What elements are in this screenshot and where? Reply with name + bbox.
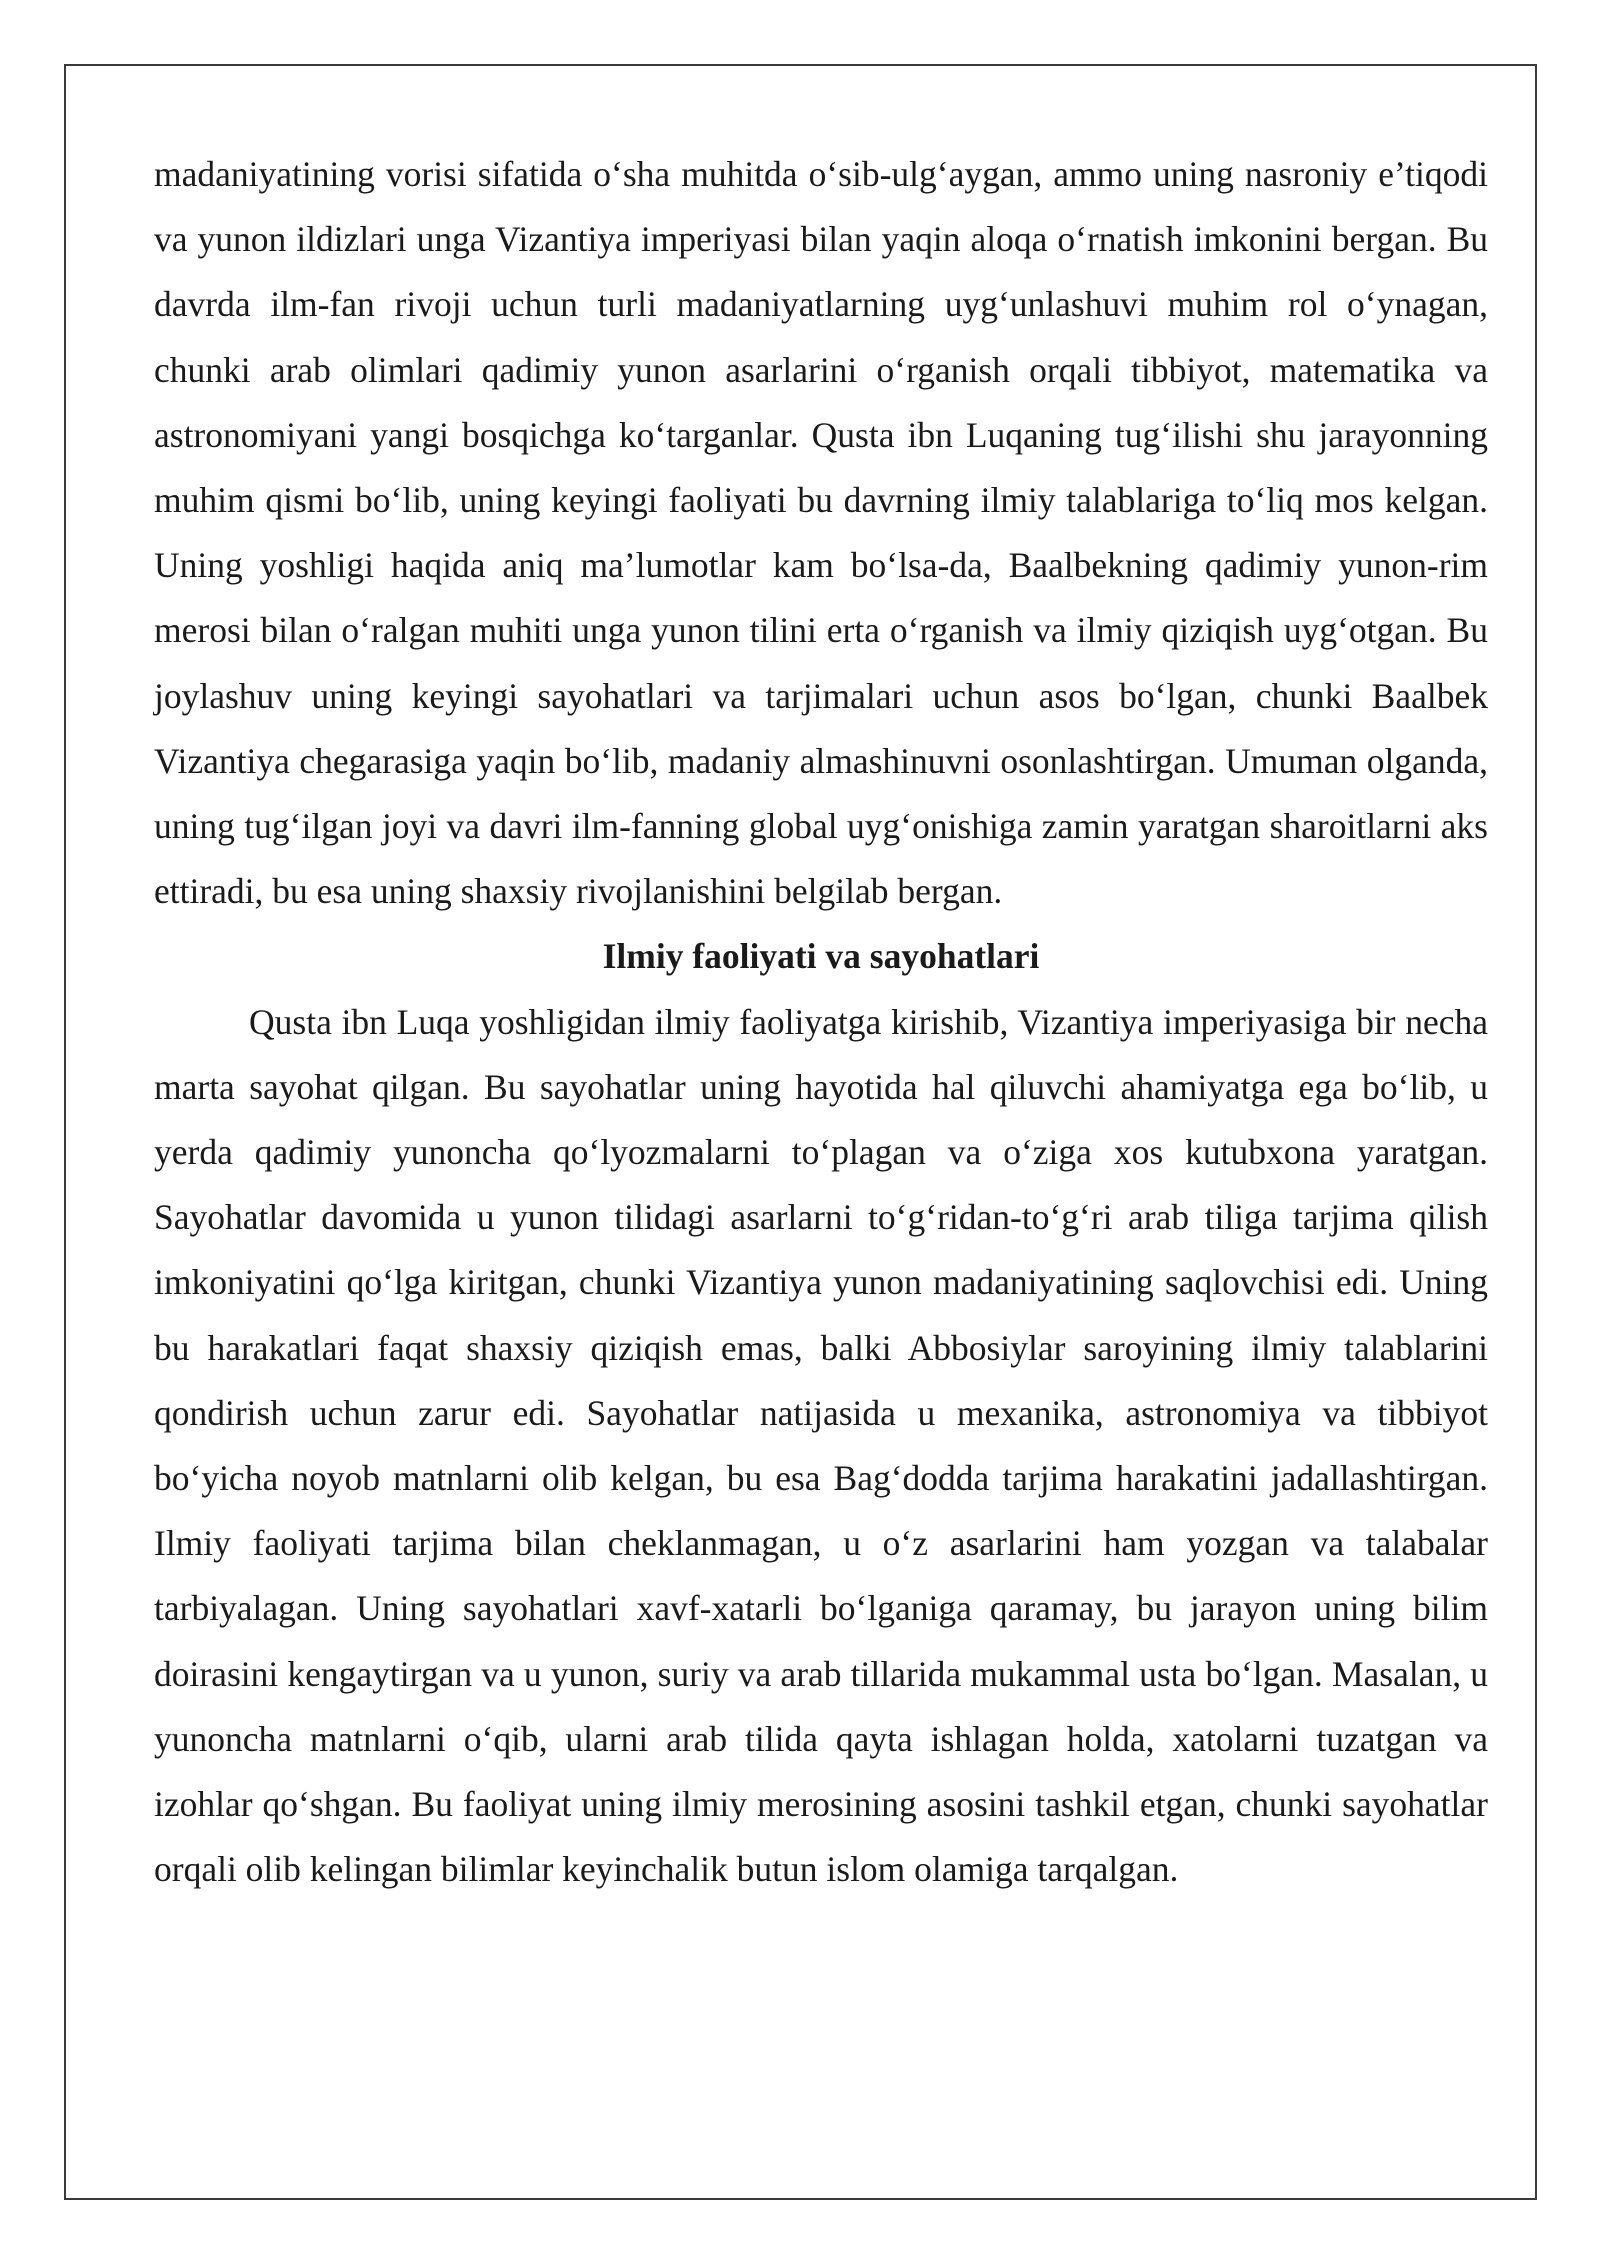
document-body	[154, 142, 1488, 1902]
paragraph-continuation: madaniyatining vorisi sifatida o‘sha muhitda o‘sib-ulg‘aygan, ammo uning nasroniy e’tiqodi va yunon ildizlari unga Vizantiya imperiyasi bilan yaqin aloqa o‘rnatish imkonini bergan. Bu davrda ilm-fan rivoji uchun turli madaniyatlarning uyg‘unlashuvi muhim rol o‘ynagan, chunki arab olimlari qadimiy yunon asarlarini o‘rganish orqali tibbiyot, matematika va astronomiyani yangi bosqichga ko‘targanlar. Qusta ibn Luqaning tug‘ilishi shu jarayonning muhim qismi bo‘lib, uning keyingi faoliyati bu davrning ilmiy talablariga to‘liq mos kelgan. Uning yoshligi haqida aniq ma’lumotlar kam bo‘lsa-da, Baalbekning qadimiy yunon-rim merosi bilan o‘ralgan muhiti unga yunon tilini erta o‘rganish va ilmiy qiziqish uyg‘otgan. Bu joylashuv uning keyingi sayohatlari va tarjimalari uchun asos bo‘lgan, chunki Baalbek Vizantiya chegarasiga yaqin bo‘lib, madaniy almashinuvni osonlashtirgan. Umuman olganda, uning tug‘ilgan joyi va davri ilm-fanning global uyg‘onishiga zamin yaratgan sharoitlarni aks ettiradi, bu esa uning shaxsiy rivojlanishini belgilab bergan.	[154, 154, 1488, 912]
section-paragraph: Qusta ibn Luqa yoshligidan ilmiy faoliyatga kirishib, Vizantiya imperiyasiga bir necha marta sayohat qilgan. Bu sayohatlar uning hayotida hal qiluvchi ahamiyatga ega bo‘lib, u yerda qadimiy yunoncha qo‘lyozmalarni to‘plagan va o‘ziga xos kutubxona yaratgan. Sayohatlar davomida u yunon tilidagi asarlarni to‘g‘ridan-to‘g‘ri arab tiliga tarjima qilish imkoniyatini qo‘lga kiritgan, chunki Vizantiya yunon madaniyatining saqlovchisi edi. Uning bu harakatlari faqat shaxsiy qiziqish emas, balki Abbosiylar saroyining ilmiy talablarini qondirish uchun zarur edi. Sayohatlar natijasida u mexanika, astronomiya va tibbiyot bo‘yicha noyob matnlarni olib kelgan, bu esa Bag‘dodda tarjima harakatini jadallashtirgan. Ilmiy faoliyati tarjima bilan cheklanmagan, u o‘z asarlarini ham yozgan va talabalar tarbiyalagan. Uning sayohatlari xavf-xatarli bo‘lganiga qaramay, bu jarayon uning bilim doirasini kengaytirgan va u yunon, suriy va arab tillarida mukammal usta bo‘lgan. Masalan, u yunoncha matnlarni o‘qib, ularni arab tilida qayta ishlagan holda, xatolarni tuzatgan va izohlar qo‘shgan. Bu faoliyat uning ilmiy merosining asosini tashkil etgan, chunki sayohatlar orqali olib kelingan bilimlar keyinchalik butun islom olamiga tarqalgan.	[154, 1001, 1488, 1890]
section-heading: Ilmiy faoliyati va sayohatlari	[602, 936, 1040, 977]
